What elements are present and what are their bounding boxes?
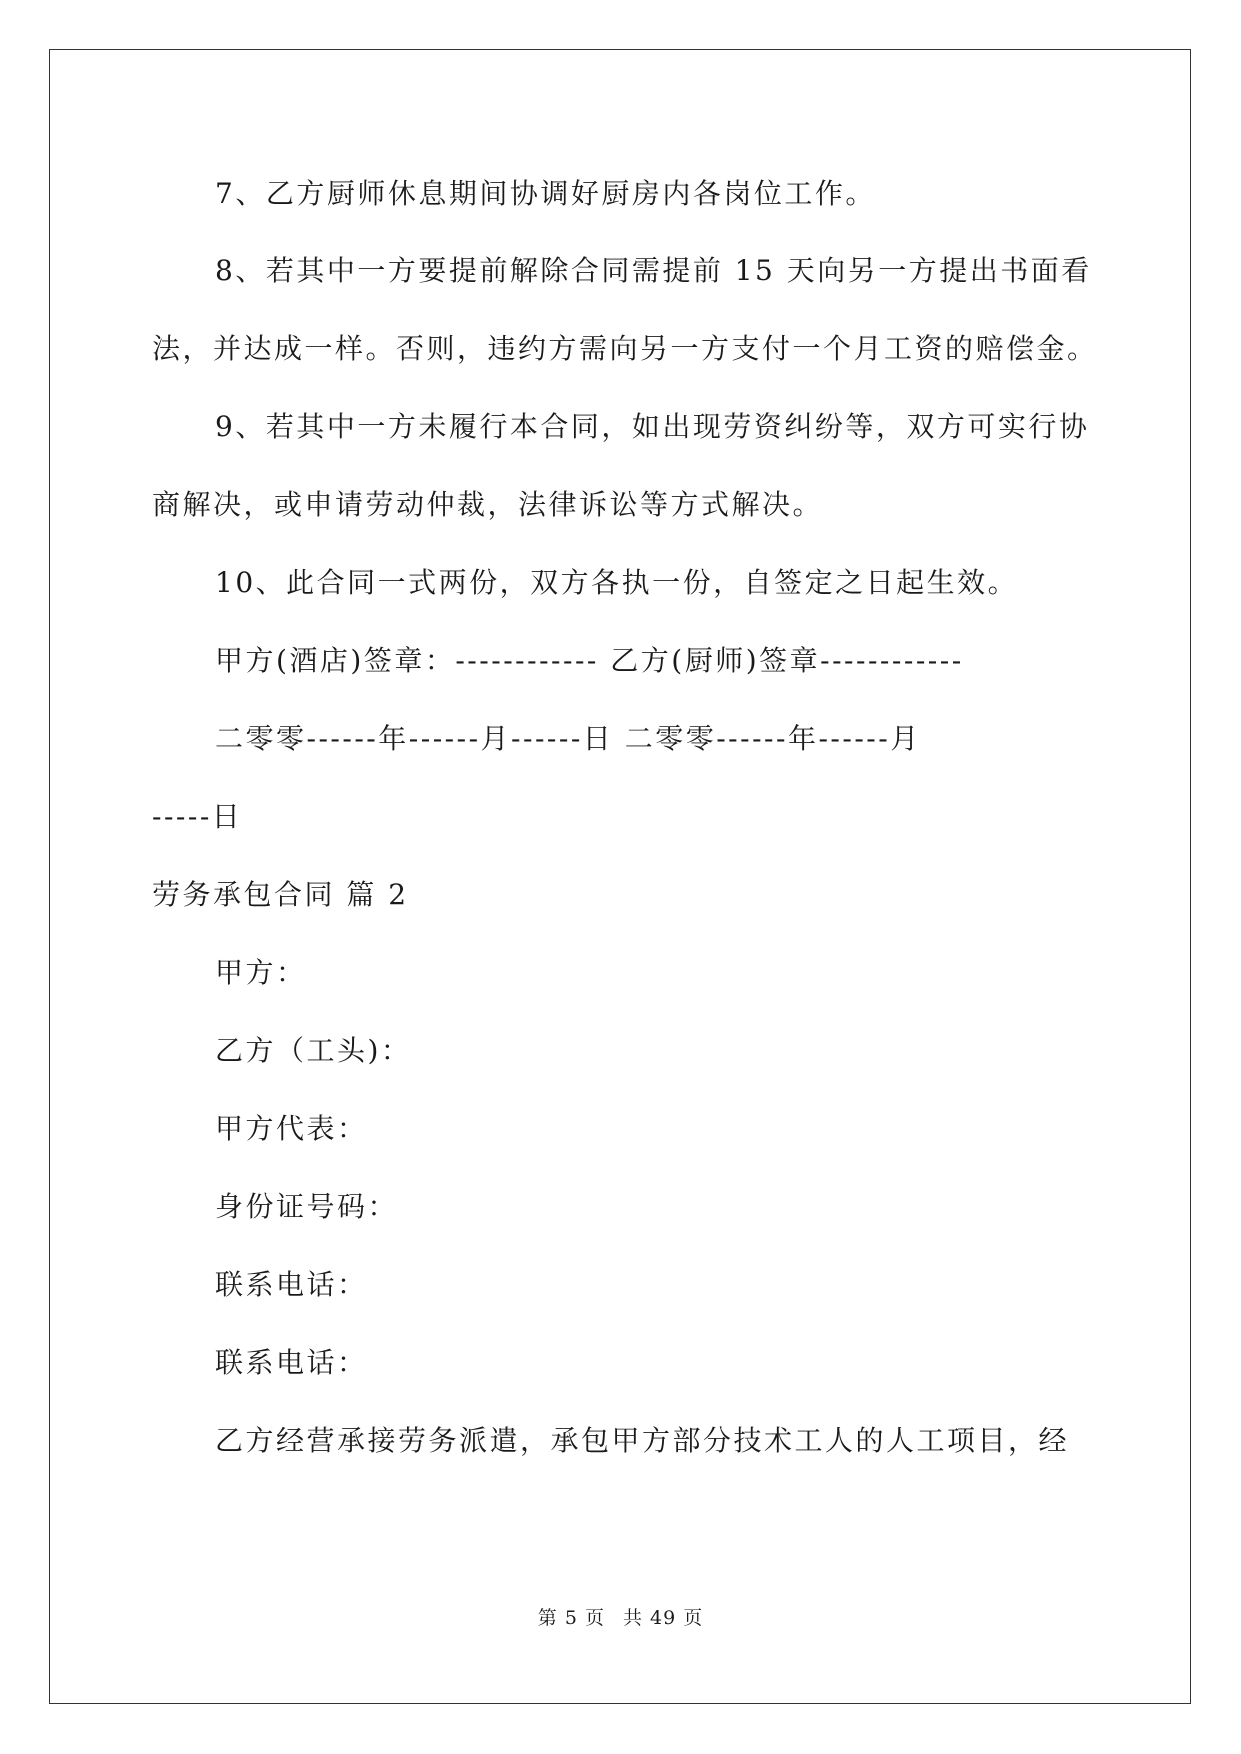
body-paragraph: 乙方经营承接劳务派遣，承包甲方部分技术工人的人工项目，经 <box>215 1424 1070 1457</box>
phone-field-2: 联系电话： <box>215 1346 368 1379</box>
party-a-rep-field: 甲方代表： <box>215 1112 368 1145</box>
id-number-field: 身份证号码： <box>215 1190 399 1223</box>
clause-8-line-2: 法，并达成一样。否则，违约方需向另一方支付一个月工资的赔偿金。 <box>152 332 1098 365</box>
clause-10: 10、此合同一式两份，双方各执一份，自签定之日起生效。 <box>215 566 1019 599</box>
clause-9-line-2: 商解决，或申请劳动仲裁，法律诉讼等方式解决。 <box>152 488 824 521</box>
page-number: 第 5 页 <box>537 1607 605 1629</box>
section-heading: 劳务承包合同 篇 2 <box>152 878 409 911</box>
party-a-field: 甲方： <box>215 956 307 989</box>
phone-field-1: 联系电话： <box>215 1268 368 1301</box>
date-line-2: -----日 <box>152 800 243 833</box>
page-total: 共 49 页 <box>622 1607 704 1629</box>
date-line-1: 二零零------年------月------日 二零零------年------月 <box>215 722 921 755</box>
clause-8-line-1: 8、若其中一方要提前解除合同需提前 15 天向另一方提出书面看 <box>215 254 1092 287</box>
clause-7: 7、乙方厨师休息期间协调好厨房内各岗位工作。 <box>215 177 876 210</box>
signature-line: 甲方(酒店)签章：------------ 乙方(厨师)签章------------ <box>215 644 964 677</box>
clause-9-line-1: 9、若其中一方未履行本合同，如出现劳资纠纷等，双方可实行协 <box>215 410 1090 443</box>
page-footer <box>0 1606 1241 1630</box>
party-b-field: 乙方（工头)： <box>215 1034 412 1067</box>
